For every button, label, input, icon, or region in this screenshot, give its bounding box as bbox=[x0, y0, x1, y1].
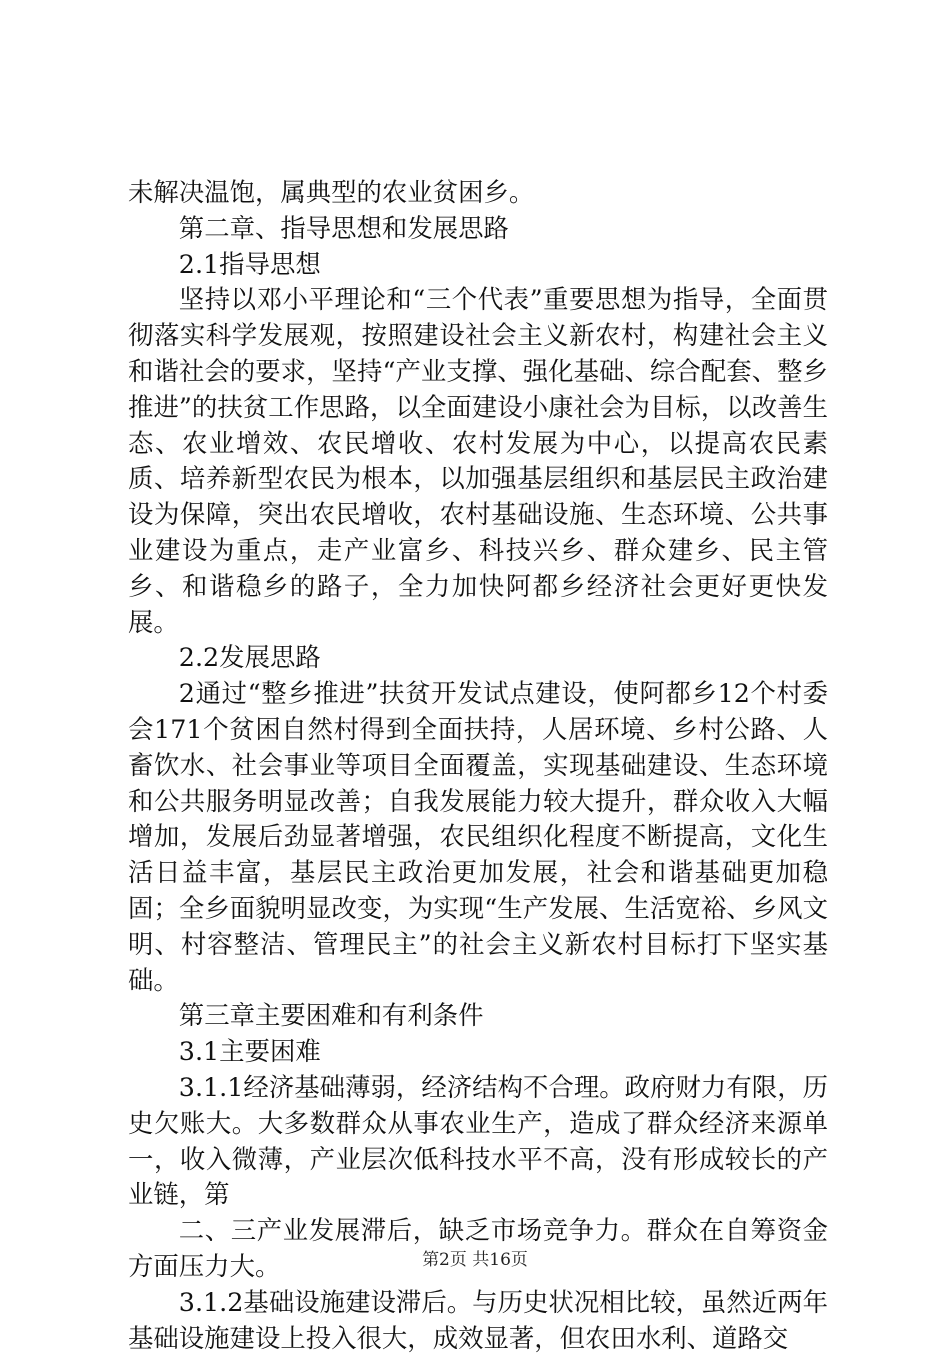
chapter-heading-3: 第三章主要困难和有利条件 bbox=[178, 1000, 484, 1031]
paragraph-guiding-thought: 坚持以邓小平理论和“三个代表”重要思想为指导，全面贯彻落实科学发展观，按照建设社会主义新农村，构建社会主义和谐社会的要求，坚持“产业支撑、强化基础、综合配套、整乡推进”的扶贫工作思路，以全面建设小康社会为目标，以改善生态、农业增效、农民增收、农村发展为中心，以提高农民素质、培养新型农民为根本，以加强基层组织和基层民主政治建设为保障，突出农民增收，农村基础设施、生态环境、公共事业建设为重点，走产业富乡、科技兴乡、群众建乡、民主管乡、和谐稳乡的路子，全力加快阿都乡经济社会更好更快发展。 bbox=[128, 284, 828, 637]
paragraph-development-ideas: 2通过“整乡推进”扶贫开发试点建设，使阿都乡12个村委会171个贫困自然村得到全面扶持，人居环境、乡村公路、人畜饮水、社会事业等项目全面覆盖，实现基础建设、生态环境和公共服务明显改善；自我发展能力较大提升，群众收入大幅增加，发展后劲显著增强，农民组织化程度不断提高，文化生活日益丰富，基层民主政治更加发展，社会和谐基础更加稳固；全乡面貌明显改变，为实现“生产发展、生活宽裕、乡风文明、村容整洁、管理民主”的社会主义新农村目标打下坚实基础。 bbox=[128, 678, 828, 995]
section-heading-3-1: 3.1主要困难 bbox=[178, 1036, 321, 1067]
section-heading-2-1: 2.1指导思想 bbox=[178, 248, 321, 279]
paragraph-secondary-tertiary: 二、三产业发展滞后，缺乏市场竞争力。群众在自筹资金方面压力大。 bbox=[128, 1215, 828, 1281]
paragraph-continuation: 未解决温饱，属典型的农业贫困乡。 bbox=[128, 177, 535, 207]
paragraph-3-1-1: 3.1.1经济基础薄弱，经济结构不合理。政府财力有限，历史欠账大。大多数群众从事农业生产，造成了群众经济来源单一，收入微薄，产业层次低科技水平不高，没有形成较长的产业链，第 bbox=[128, 1071, 828, 1210]
paragraph-3-1-2: 3.1.2基础设施建设滞后。与历史状况相比较，虽然近两年基础设施建设上投入很大，成效显著，但农田水利、道路交 bbox=[128, 1286, 828, 1353]
document-body bbox=[128, 175, 828, 1356]
page-footer: 第2页 共16页 bbox=[422, 1250, 528, 1270]
chapter-heading-2: 第二章、指导思想和发展思路 bbox=[178, 212, 509, 243]
section-heading-2-2: 2.2发展思路 bbox=[178, 642, 321, 673]
